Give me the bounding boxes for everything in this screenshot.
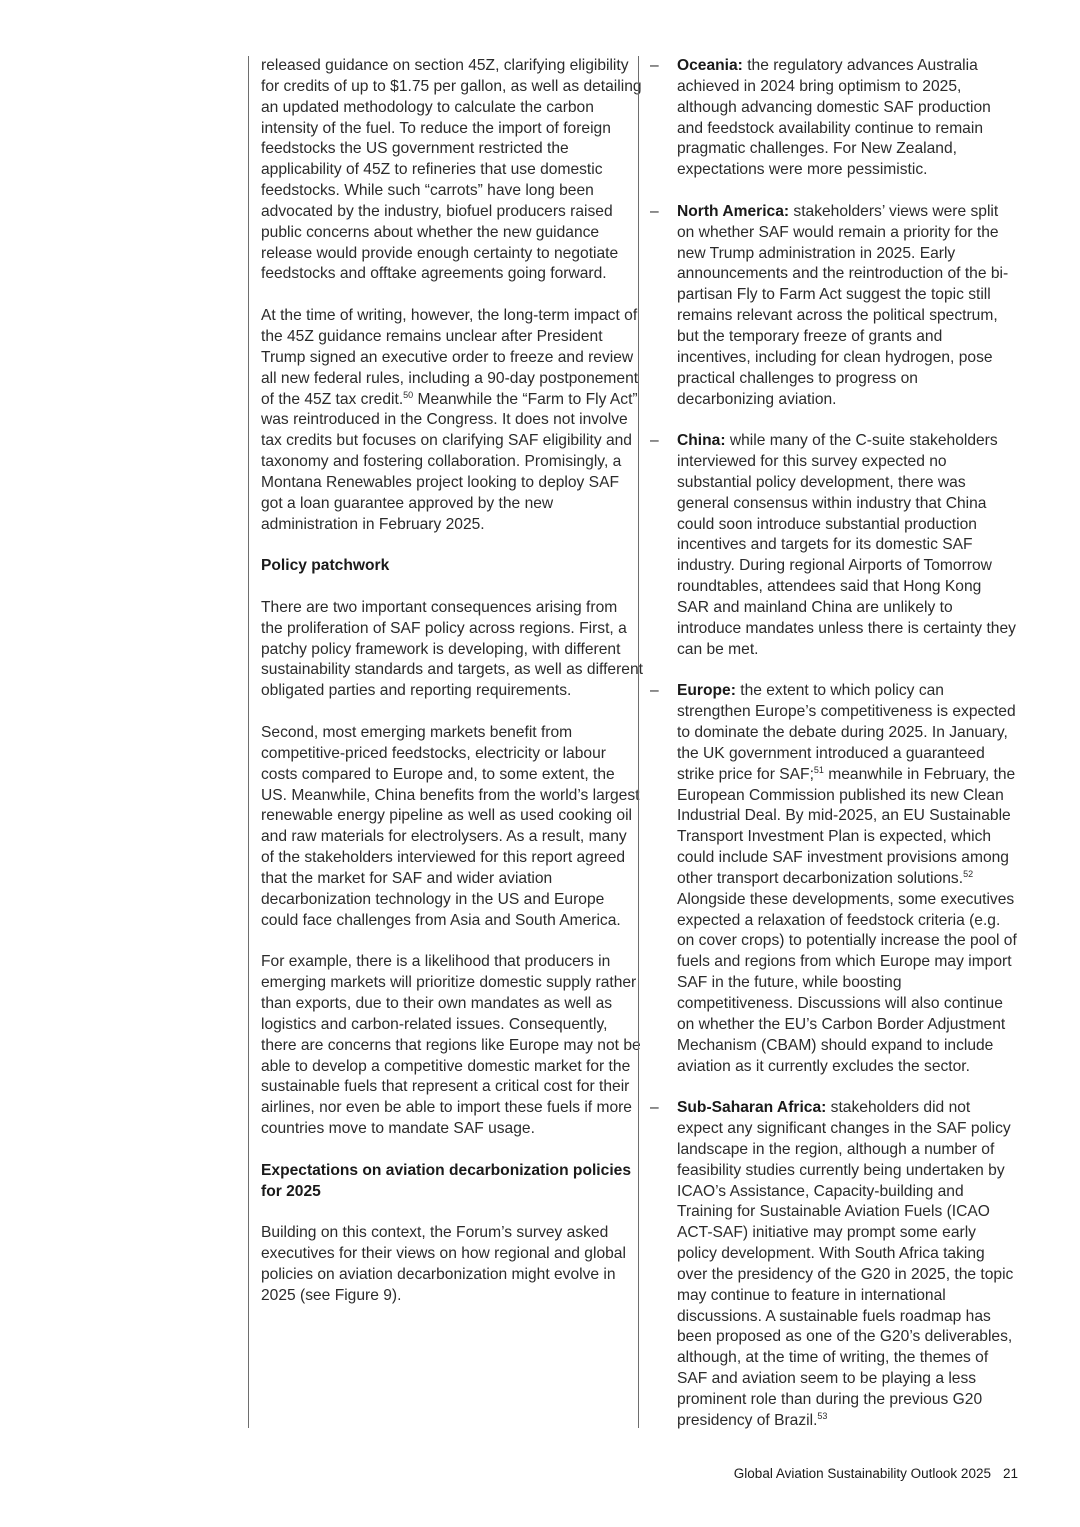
paragraph-45z-guidance: released guidance on section 45Z, clarifying eligibility for credits of up to $1.75 per gallon, as well as detailing an updated methodology to calculate the carbon intensity of the fuel. To reduce the import of foreign feedstocks the US government restricted the applicability of 45Z to refineries that use domestic feedstocks. While such “carrots” have long been advocated by the industry, biofuel producers raised public concerns about whether the new guidance release would provide enough certainty to negotiate feedstocks and offtake agreements going forward. [261,57,642,283]
region-text-europe-cont: meanwhile in February, the European Commission published its new Clean Industrial Deal. By mid-2025, an EU Sustainable Transport Investment Plan is expected, which could include SAF investment provisions among other transport decarbonization solutions. [677,765,1016,887]
bullet-oceania [639,56,1017,181]
region-term-oceania: Oceania: [677,57,743,74]
paragraph-example-producers: For example, there is a likelihood that producers in emerging markets will prioritize domestic supply rather than exports, due to their own mandates as well as logistics and carbon-related issues. Consequently, there are concerns that regions like Europe may not be able to develop a competitive domestic market for the sustainable fuels that represent a critical cost for their airlines, nor even be able to import these fuels if more countries move to mandate SAF usage. [261,953,641,1138]
paragraph-45z-impact [261,306,643,535]
dash-marker: – [650,202,659,220]
footnote-ref-53[interactable]: 53 [817,1410,828,1421]
bullet-china [639,431,1017,660]
paragraph-emerging-markets: Second, most emerging markets benefit from competitive-priced feedstocks, electricity or labour costs compared to Europe and, to some extent, the US. Meanwhile, China benefits from the world’s largest renewable energy pipeline as well as used cooking oil and raw materials for electrolysers. As a result, many of the stakeholders interviewed for this report agreed that the market for SAF and wider aviation decarbonization technology in the US and Europe could face challenges from Asia and South America. [261,724,640,929]
bullet-sub-saharan-africa [639,1098,1017,1432]
region-term-china: China: [677,432,726,450]
region-text-europe-cont2: Alongside these developments, some executives expected a relaxation of feedstock criteria (e.g. on cover crops) to potentially increase the pool of fuels and regions from which Europe may import SAF in the future, while boosting competitiveness. Discussions will also continue on whether the EU’s Carbon Border Adjustment Mechanism (CBAM) should expand to include aviation as it currently excludes the sector. [677,890,1017,1075]
bullet-europe [639,681,1017,1077]
left-column [248,56,643,1428]
dash-marker: – [650,57,659,74]
paragraph-45z-impact-text: At the time of writing, however, the long-term impact of the 45Z guidance remains unclear after President Trump signed an executive order to freeze and review all new federal rules, including a 90-day postponement of the 45Z tax credit. [261,307,639,408]
region-term-europe: Europe: [677,682,736,700]
region-term-north-america: North America: [677,202,790,220]
footnote-ref-51[interactable]: 51 [813,764,824,775]
dash-marker: – [650,432,659,450]
footer-report-title: Global Aviation Sustainability Outlook 2025 [733,1466,991,1481]
region-term-sub-saharan-africa: Sub-Saharan Africa: [677,1099,827,1117]
heading-policy-patchwork: Policy patchwork [261,557,390,575]
region-text-north-america: stakeholders’ views were split on whether SAF would remain a priority for the new Trump administration in 2025. Early announcements and the reintroduction of the bi-partisan Fly to Farm Act suggest the topic still remains relevant across the political spectrum, but the temporary freeze of grants and incentives, including for clean hydrogen, pose practical challenges to progress on decarbonizing aviation. [677,202,1009,408]
paragraph-45z-impact-text-cont: Meanwhile the “Farm to Fly Act” was reintroduced in the Congress. It does not involve tax credits but focuses on clarifying SAF eligibility and taxonomy and fostering collaboration. Promisingly, a Montana Renewables project looking to deploy SAF got a loan guarantee approved by the new administration in February 2025. [261,390,638,533]
right-column [638,56,1017,1428]
region-text-europe: the extent to which policy can strengthen Europe’s competitiveness is expected to dominate the debate during 2025. In January, the UK government introduced a guaranteed strike price for SAF; [677,682,1016,783]
dash-marker: – [650,682,659,700]
heading-expectations-2025: Expectations on aviation decarbonization policies for 2025 [261,1161,631,1200]
paragraph-survey-context: Building on this context, the Forum’s survey asked executives for their views on how regional and global policies on aviation decarbonization might evolve in 2025 (see Figure 9). [261,1224,626,1304]
region-text-sub-saharan-africa: stakeholders did not expect any significant changes in the SAF policy landscape in the region, although a number of feasibility studies currently being undertaken by ICAO’s Assistance, Capacity-building and Training for Sustainable Aviation Fuels (ICAO ACT-SAF) initiative may prompt some early policy development. With South Africa taking over the presidency of the G20 in 2025, the topic may continue to feature in international discussions. A sustainable fuels roadmap has been proposed as one of the G20’s deliverables, although, at the time of writing, the themes of SAF and aviation seem to be playing a less prominent role than during the previous G20 presidency of Brazil. [677,1099,1014,1429]
region-text-oceania: the regulatory advances Australia achieved in 2024 bring optimism to 2025, although advancing domestic SAF production and feedstock availability continue to remain pragmatic challenges. For New Zealand, expectations were more pessimistic. [677,57,991,179]
dash-marker: – [650,1099,659,1117]
footnote-ref-50[interactable]: 50 [403,389,414,400]
bullet-north-america [639,202,1017,410]
region-text-china: while many of the C-suite stakeholders interviewed for this survey expected no substantial policy development, there was general consensus within industry that China could soon introduce substantial production incentives and targets for its domestic SAF industry. During regional Airports of Tomorrow roundtables, attendees said that Hong Kong SAR and mainland China are unlikely to introduce mandates unless there is certainty they can be met. [677,432,1016,658]
page-number: 21 [1002,1466,1018,1481]
footnote-ref-52[interactable]: 52 [963,868,974,879]
paragraph-consequences: There are two important consequences arising from the proliferation of SAF policy across regions. First, a patchy policy framework is developing, with different sustainability standards and targets, as well as different obligated parties and reporting requirements. [261,598,643,700]
page-footer [734,1466,1018,1481]
